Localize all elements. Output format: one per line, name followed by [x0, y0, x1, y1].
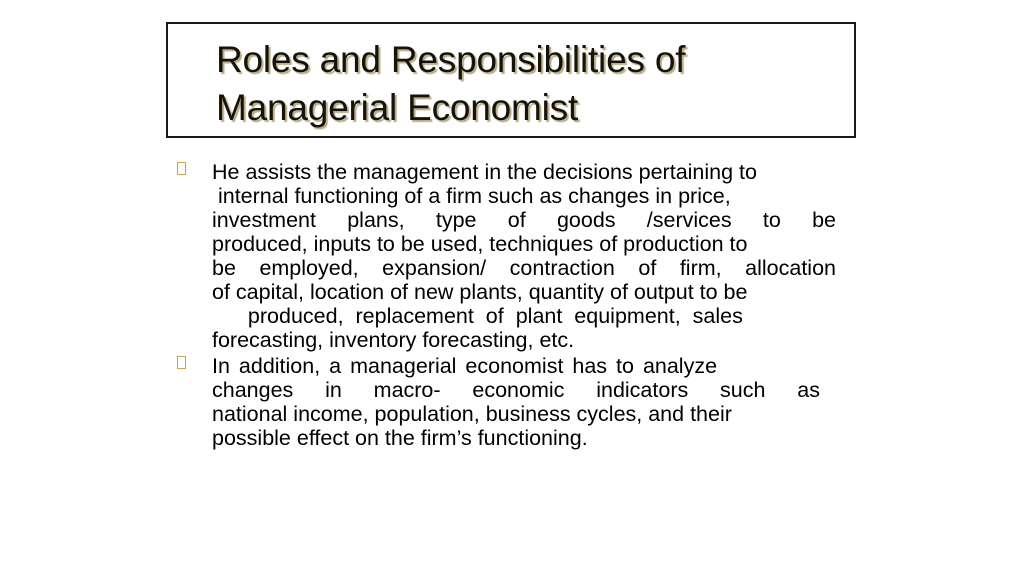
bullet-1-line-2: internal functioning of a firm such as changes in price,	[212, 184, 731, 208]
bullet-1-line-5: be employed, expansion/ contraction of firm, allocation	[212, 256, 836, 280]
bullet-2-line-2: changes in macro- economic indicators such as	[212, 378, 820, 402]
bullet-1-line-4: produced, inputs to be used, techniques of production to	[212, 232, 748, 256]
bullet-1-line-6: of capital, location of new plants, quantity of output to be	[212, 280, 748, 304]
bullet-1-line-1: He assists the management in the decisions pertaining to	[212, 160, 757, 184]
bullet-1-line-3: investment plans, type of goods /services to be	[212, 208, 836, 232]
bullet-2-line-1: In addition, a managerial economist has to analyze	[212, 354, 718, 378]
slide-title-line-2: Managerial Economist	[216, 87, 579, 128]
bullet-marker-icon	[177, 354, 189, 370]
bullet-1-line-8: forecasting, inventory forecasting, etc.	[212, 328, 575, 352]
title-box	[166, 22, 856, 138]
bullet-1-line-7: produced, replacement of plant equipment, sales	[212, 304, 743, 328]
slide-title-line-1: Roles and Responsibilities of	[216, 39, 686, 80]
bullet-marker-icon	[177, 160, 189, 176]
bullet-2-line-4: possible effect on the firm’s functioning.	[212, 426, 588, 450]
bullet-2-line-3: national income, population, business cycles, and their	[212, 402, 732, 426]
